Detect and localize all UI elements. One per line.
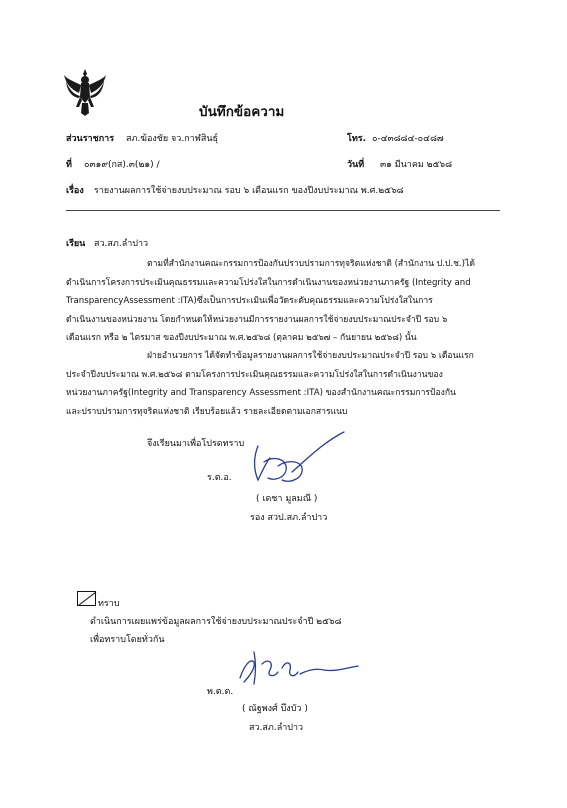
department-value: สภ.ฆ้องชัย จว.กาฬสินธุ์ — [126, 134, 218, 144]
phone-label: โทร. — [347, 134, 367, 144]
paragraph-line: และปราบปรามการทุจริตแห่งชาติ เรียบร้อยแล้ว รายละเอียดตามเอกสารแนบ — [66, 406, 348, 417]
ref-value: ๐๓๑๙(กส).๓(๒๑) / — [84, 160, 160, 170]
paragraph-line: หน่วยงานภาครัฐ(Integrity and Transparency Assessment :ITA) ของสำนักงานคณะกรรมการป้องกัน — [66, 388, 456, 398]
ack-label: ทราบ — [98, 599, 120, 609]
to-label: เรียน — [66, 239, 86, 249]
paragraph-line: ฝ่ายอำนวยการ ได้จัดทำข้อมูลรายงานผลการใช้จ่ายงบประมาณประจำปี รอบ ๖ เดือนแรก — [147, 351, 474, 361]
signer2-rank: พ.ต.ต. — [207, 687, 234, 697]
signature2-handwriting — [234, 648, 362, 692]
endorsement-line-1: ดำเนินการเผยแพร่ข้อมูลผลการใช้จ่ายงบประมาณประจำปี ๒๕๖๘ — [90, 617, 342, 627]
paragraph-line: ดำเนินงานของหน่วยงาน โดยกำหนดให้หน่วยงานมีการรายงานผลการใช้จ่ายงบประมาณประจำปี รอบ ๖ — [66, 314, 448, 325]
ack-checkbox — [77, 591, 99, 607]
garuda-emblem — [63, 67, 107, 117]
ref-label: ที่ — [66, 160, 72, 170]
subject-label: เรื่อง — [66, 186, 84, 196]
body-paragraph-1 — [66, 255, 506, 348]
signer2-name: ( ณัฐพงศ์ บึงบัว ) — [242, 704, 308, 714]
phone-value: ๐-๔๓๘๘๔-๐๔๘๗ — [372, 134, 444, 144]
department-label: ส่วนราชการ — [66, 134, 115, 144]
signer1-rank: ร.ต.อ. — [207, 473, 232, 483]
closing-text: จึงเรียนมาเพื่อโปรดทราบ — [147, 439, 245, 449]
signer1-position: รอง สวป.สภ.ลำปาว — [250, 513, 328, 523]
subject-value: รายงานผลการใช้จ่ายงบประมาณ รอบ ๖ เดือนแรก ของปีงบประมาณ พ.ศ.๒๕๖๘ — [94, 186, 404, 196]
paragraph-line: ดำเนินการโครงการประเมินคุณธรรมและความโปร่งใสในการดำเนินงานของหน่วยงานภาครัฐ (Integrity and — [66, 277, 471, 288]
header-divider — [66, 210, 500, 211]
paragraph-line: ประจำปีงบประมาณ พ.ศ.๒๕๖๘ ตามโครงการประเมินคุณธรรมและความโปร่งใสในการดำเนินงานของ — [66, 369, 443, 380]
date-value: ๓๑ มีนาคม ๒๕๖๘ — [380, 160, 453, 170]
to-value: สว.สภ.ลำปาว — [94, 239, 149, 249]
paragraph-line: เดือนแรก หรือ ๒ ไตรมาส ของปีงบประมาณ พ.ศ.๒๕๖๘ (ตุลาคม ๒๕๖๗ – กันยายน ๒๕๖๘) นั้น — [66, 333, 417, 343]
signer1-name: ( เดชา มูลมณี ) — [256, 494, 318, 504]
date-label: วันที่ — [347, 160, 365, 170]
memo-title: บันทึกข้อความ — [199, 104, 285, 120]
body-paragraph-2 — [66, 347, 506, 421]
signer2-position: สว.สภ.ลำปาว — [249, 723, 304, 733]
signature1-handwriting — [238, 428, 348, 490]
paragraph-line: TransparencyAssessment :ITA)ซึ่งเป็นการประเมินเพื่อวัดระดับคุณธรรมและความโปร่งใสในการ — [66, 296, 433, 306]
paragraph-line: ตามที่สำนักงานคณะกรรมการป้องกันปราบปรามการทุจริตแห่งชาติ (สำนักงาน ป.ป.ช.)ได้ — [147, 259, 475, 269]
endorsement-line-2: เพื่อทราบโดยทั่วกัน — [90, 635, 165, 645]
